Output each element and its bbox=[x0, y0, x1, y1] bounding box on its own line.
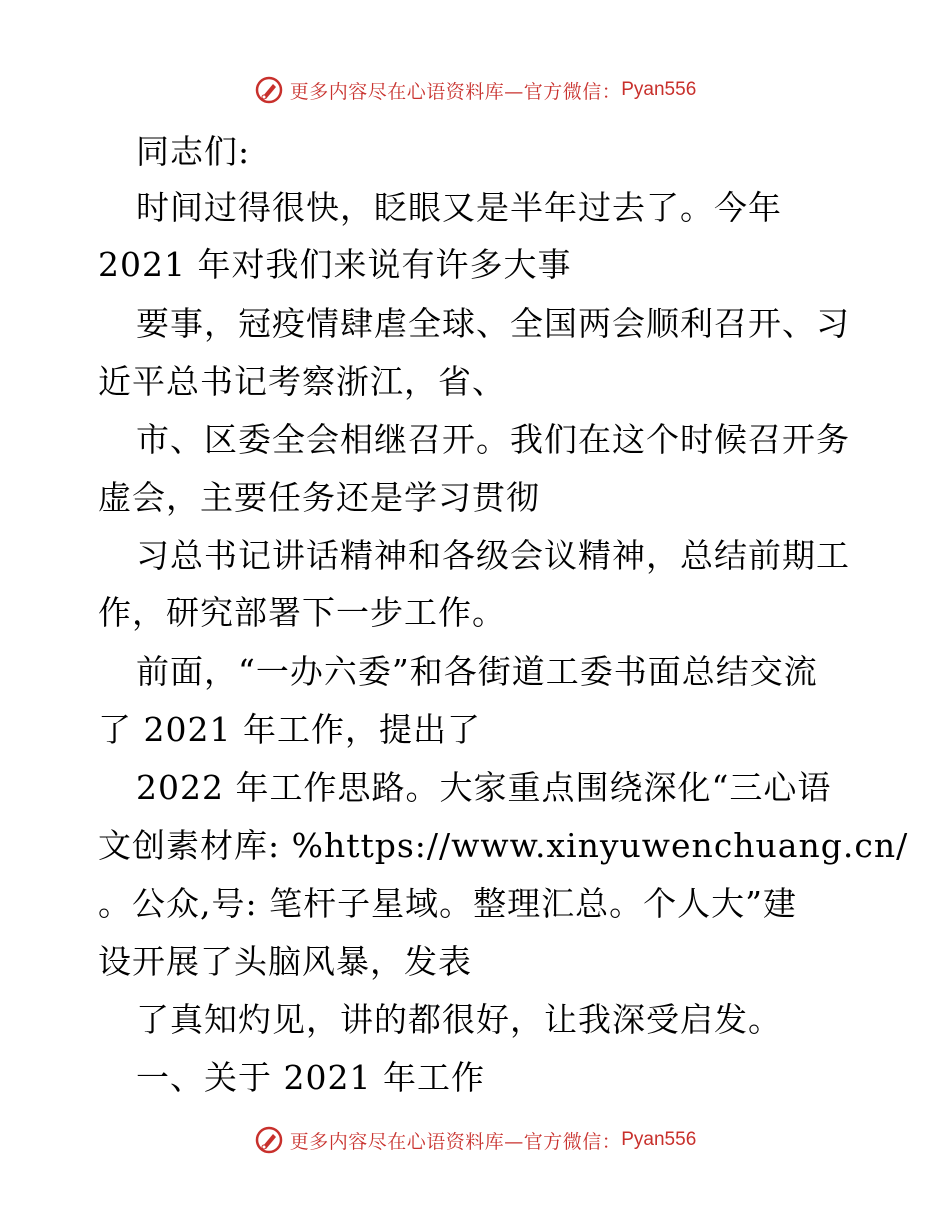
text-line: 设开展了头脑风暴，发表 bbox=[98, 942, 472, 981]
text-line: 前面，“一办六委”和各街道工委书面总结交流 bbox=[136, 652, 818, 691]
banner-text: 更多内容尽在心语资料库—官方微信： bbox=[289, 80, 622, 103]
footer-banner bbox=[0, 1120, 950, 1160]
text-line: 近平总书记考察浙江，省、 bbox=[98, 362, 506, 401]
pen-nib-logo-icon bbox=[254, 75, 284, 105]
banner-text: 更多内容尽在心语资料库—官方微信： bbox=[289, 1130, 622, 1153]
header-banner bbox=[0, 70, 950, 110]
banner-wechat-id: Pyan556 bbox=[621, 1129, 697, 1150]
pen-nib-logo-icon bbox=[254, 1125, 284, 1155]
text-line: 作，研究部署下一步工作。 bbox=[98, 593, 506, 632]
text-line: 了 2021 年工作，提出了 bbox=[98, 710, 481, 749]
text-line: 市、区委全会相继召开。我们在这个时候召开务 bbox=[136, 420, 850, 459]
text-line: 虚会，主要任务还是学习贯彻 bbox=[98, 478, 540, 517]
text-line: 习总书记讲话精神和各级会议精神，总结前期工 bbox=[136, 536, 850, 575]
banner-wechat-id: Pyan556 bbox=[621, 79, 697, 100]
text-line: 时间过得很快，眨眼又是半年过去了。今年 bbox=[136, 188, 782, 227]
text-line: 2022 年工作思路。大家重点围绕深化“三心语 bbox=[136, 768, 832, 807]
text-line: 了真知灼见，讲的都很好，让我深受启发。 bbox=[136, 1000, 782, 1039]
text-line: 。公众,号: 笔杆子星域。整理汇总。个人大”建 bbox=[98, 884, 797, 923]
text-line: 要事，冠疫情肆虐全球、全国两会顺利召开、习 bbox=[136, 304, 850, 343]
text-line: 文创素材库: %https://www.xinyuwenchuang.cn/ bbox=[98, 826, 909, 865]
section-heading: 一、关于 2021 年工作 bbox=[136, 1058, 485, 1097]
text-line: 2021 年对我们来说有许多大事 bbox=[98, 245, 572, 284]
text-line: 同志们: bbox=[136, 132, 251, 171]
